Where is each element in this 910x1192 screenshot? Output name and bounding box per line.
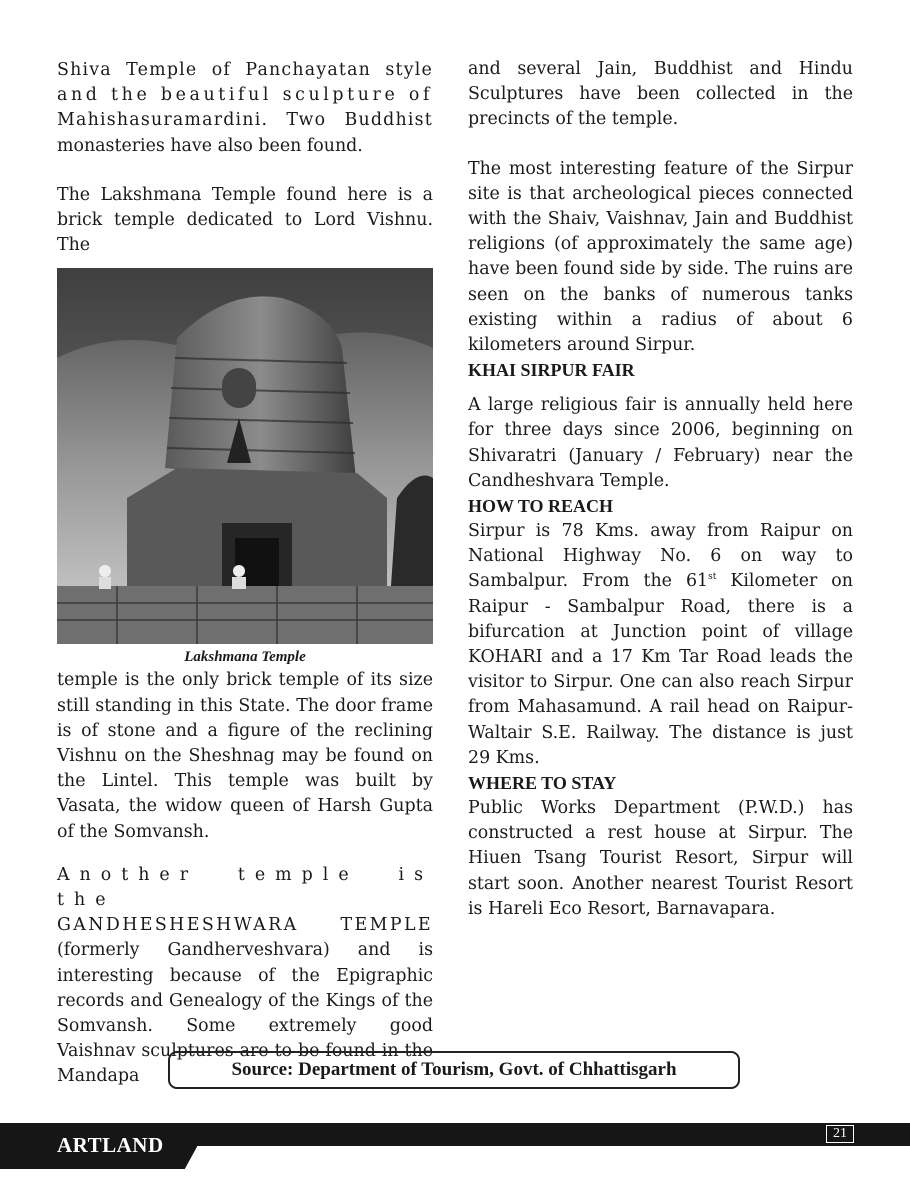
paragraph: and several Jain, Buddhist and Hindu Sculptures have been collected in the precincts of the temple. [468, 59, 853, 130]
lakshmana-temple-photo [57, 268, 433, 644]
text-span: Kilometer on Raipur - Sambalpur Road, there is a bifurcation at Junction point of village KOHARI and a 17 Km Tar Road leads the visitor to Sirpur. One can also reach Sirpur from Mahasamund. A rail head on Raipur-Waltair S.E. Railway. The distance is just 29 Kms. [468, 571, 853, 768]
paragraph: The most interesting feature of the Sirpur site is that archeological pieces connected with the Shaiv, Vaishnav, Jain and Buddhist religions (of approximately the same age) have been found side by side. The ruins are seen on the banks of numerous tanks existing within a radius of about 6 kilometers around Sirpur. [468, 158, 853, 356]
paragraph: temple is the only brick temple of its size still standing in this State. The door frame is of stone and a figure of the reclining Vishnu on the Sheshnag may be found on the Lintel. This temple was built by Vasata, the widow queen of Harsh Gupta of the Somvansh. [57, 670, 433, 842]
superscript: st [708, 572, 717, 583]
paragraph-line: monasteries have also been found. [57, 135, 363, 156]
right-column [468, 57, 853, 922]
left-column [57, 58, 433, 1090]
paragraph: (formerly Gandherveshvara) and is interesting because of the Epigraphic records and Genealogy of the Kings of the Somvansh. Some extremely good Vaishnav sculptures are to be found in the Mandapa [57, 940, 433, 1087]
section-heading: HOW TO REACH [468, 496, 614, 517]
page-number: 21 [826, 1125, 854, 1143]
paragraph-line: Mahishasuramardini. Two Buddhist [57, 110, 433, 131]
brand-name: ARTLAND [57, 1133, 164, 1157]
section-heading: KHAI SIRPUR FAIR [468, 360, 635, 381]
paragraph: A large religious fair is annually held here for three days since 2006, beginning on Shivaratri (January / February) near the Candheshvara Temple. [468, 395, 853, 491]
text-span: Sirpur is 78 Kms. away from Raipur on National Highway No. 6 on way to Sambalpur. From the 61 [468, 521, 853, 592]
section-heading: WHERE TO STAY [468, 773, 617, 794]
paragraph-line: Shiva Temple of Panchayatan style [57, 60, 433, 80]
image-caption: Lakshmana Temple [184, 649, 306, 666]
paragraph-line: and the beautiful sculpture of [57, 85, 433, 106]
paragraph [468, 519, 853, 771]
paragraph: The Lakshmana Temple found here is a brick temple dedicated to Lord Vishnu. The [57, 184, 433, 256]
paragraph-line: GANDHESHESHWARA TEMPLE [57, 915, 433, 936]
source-box [168, 1051, 740, 1089]
source-text: Source: Department of Tourism, Govt. of Chhattisgarh [231, 1059, 677, 1080]
paragraph: Public Works Department (P.W.D.) has constructed a rest house at Sirpur. The Hiuen Tsang Tourist Resort, Sirpur will start soon. Another nearest Tourist Resort is Hareli Eco Resort, Barnavapara. [468, 798, 853, 919]
paragraph-line: Another temple is the [57, 864, 433, 911]
